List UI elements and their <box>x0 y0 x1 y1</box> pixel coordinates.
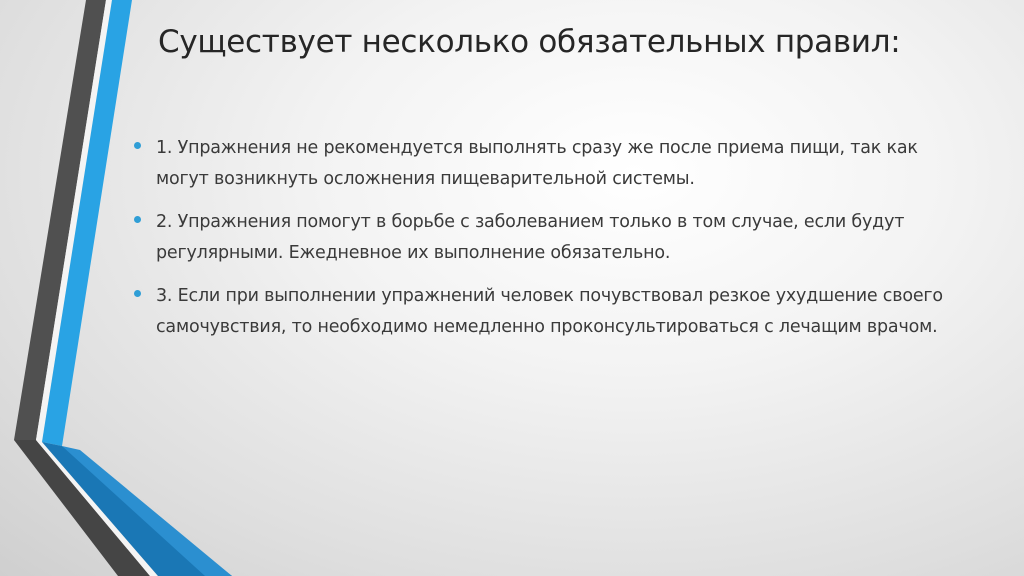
bullet-item-2 <box>134 207 954 269</box>
white-stripe <box>36 0 112 442</box>
bullet-item-1 <box>134 133 954 195</box>
bullet-item-3 <box>134 281 954 343</box>
bullet-dot-icon <box>134 216 141 223</box>
bullet-text-2: 2. Упражнения помогут в борьбе с заболеванием только в том случае, если будут регулярными. Ежедневное их выполнение обязательно. <box>156 212 905 263</box>
bullet-text-1: 1. Упражнения не рекомендуется выполнять сразу же после приема пищи, так как могут возникнуть осложнения пищеварительной системы. <box>156 138 918 189</box>
bullet-list <box>134 133 954 355</box>
bullet-text-3: 3. Если при выполнении упражнений человек почувствовал резкое ухудшение своего самочувствия, то необходимо немедленно проконсультироваться с лечащим врачом. <box>156 286 943 337</box>
bullet-dot-icon <box>134 142 141 149</box>
slide-title: Существует несколько обязательных правил: <box>158 24 901 60</box>
bullet-dot-icon <box>134 290 141 297</box>
